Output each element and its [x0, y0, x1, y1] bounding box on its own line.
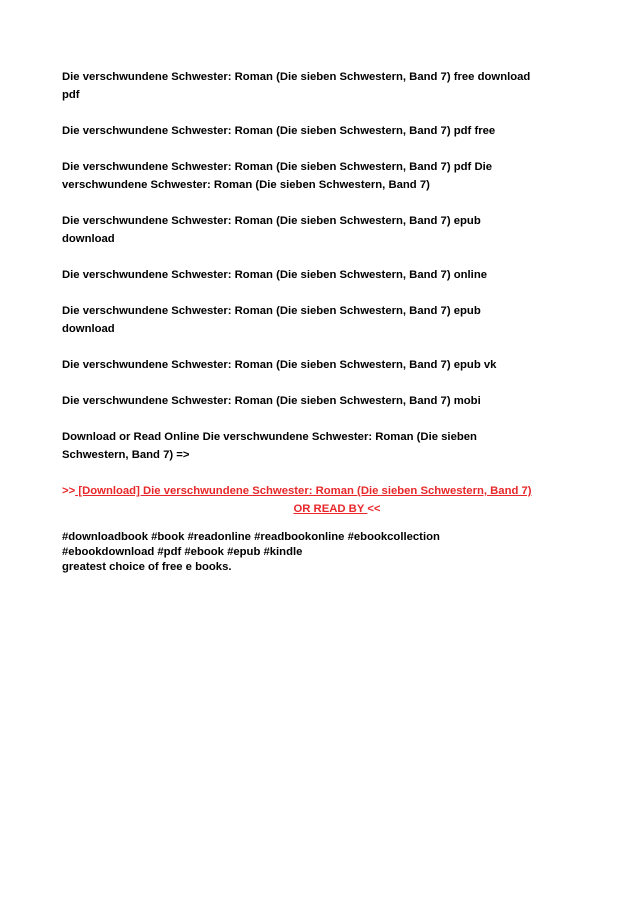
download-or-read-paragraph [62, 428, 612, 464]
paragraph-line: Download or Read Online Die verschwundene Schwester: Roman (Die sieben [62, 431, 477, 443]
download-link[interactable]: [Download] Die verschwundene Schwester: Roman (Die sieben Schwestern, Band 7) [75, 485, 532, 497]
paragraph-line: Die verschwundene Schwester: Roman (Die sieben Schwestern, Band 7) epub vk [62, 359, 497, 371]
link-prefix: >> [62, 485, 76, 497]
keyword-paragraph-3 [62, 158, 612, 194]
hashtag-line: #downloadbook #book #readonline #readbookonline #ebookcollection [62, 531, 440, 543]
keyword-paragraph-8 [62, 392, 612, 410]
read-link-line [62, 500, 612, 518]
paragraph-line: download [62, 233, 115, 245]
read-by-link[interactable]: OR READ BY [293, 503, 368, 515]
paragraph-line: Die verschwundene Schwester: Roman (Die sieben Schwestern, Band 7) free download [62, 71, 531, 83]
tagline: greatest choice of free e books. [62, 561, 232, 573]
paragraph-line: Die verschwundene Schwester: Roman (Die sieben Schwestern, Band 7) online [62, 269, 488, 281]
paragraph-line: Die verschwundene Schwester: Roman (Die sieben Schwestern, Band 7) pdf Die [62, 161, 493, 173]
document-body [62, 68, 612, 575]
keyword-paragraph-7 [62, 356, 612, 374]
keyword-paragraph-2 [62, 122, 612, 140]
keyword-paragraph-4 [62, 212, 612, 248]
paragraph-line: Die verschwundene Schwester: Roman (Die sieben Schwestern, Band 7) epub [62, 215, 481, 227]
paragraph-line: Die verschwundene Schwester: Roman (Die sieben Schwestern, Band 7) mobi [62, 395, 481, 407]
paragraph-line: Die verschwundene Schwester: Roman (Die sieben Schwestern, Band 7) pdf free [62, 125, 496, 137]
paragraph-line: verschwundene Schwester: Roman (Die sieben Schwestern, Band 7) [62, 179, 430, 191]
hashtag-line: #ebookdownload #pdf #ebook #epub #kindle [62, 546, 303, 558]
hashtag-block [62, 530, 612, 575]
keyword-paragraph-1 [62, 68, 612, 104]
link-suffix: << [367, 503, 381, 515]
keyword-paragraph-6 [62, 302, 612, 338]
paragraph-line: download [62, 323, 115, 335]
keyword-paragraph-5 [62, 266, 612, 284]
paragraph-line: Die verschwundene Schwester: Roman (Die sieben Schwestern, Band 7) epub [62, 305, 481, 317]
paragraph-line: Schwestern, Band 7) => [62, 449, 190, 461]
paragraph-line: pdf [62, 89, 80, 101]
download-link-block [62, 482, 612, 518]
